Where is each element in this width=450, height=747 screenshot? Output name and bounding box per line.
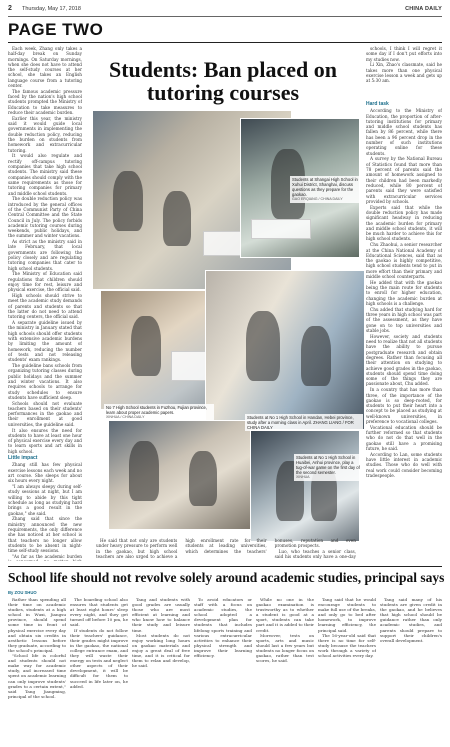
paragraph: Luo, who teaches a senior class, said his students only have a one-day: [274, 549, 356, 560]
right-text-column-top: [366, 46, 442, 98]
paragraph: It would also regulate and rectify off-campus tutoring companies that take high school students. The ministry said these companies should comply with the same requirements as those for tutoring companies for primary and middle school students.: [8, 153, 82, 196]
student-figure: [189, 451, 217, 506]
paragraph: Moreover, tests on sports, arts and music should last a few years but students no longer focus on gaokao, rather than test scores, he said.: [256, 632, 314, 664]
bottom-text-column: [132, 597, 190, 741]
paragraph: Experts said that while the double reduction policy has made significant headway in reducing the academic burden for primary and middle school students, it will be much harder to achieve this for high school students.: [366, 204, 442, 242]
student-figure: [163, 191, 191, 246]
paragraph: "School life is colorful and students should not make way for academic study, and increased time spent on academic learning can only improve students' grades to a certain extent," said Tang Jiangming, principal of the school.: [8, 653, 66, 699]
paragraph: Zhang still has few physical exercise lessons each week and no art course. She sleeps for about six hours every night.: [8, 462, 82, 484]
paragraph: Li Xin, Zhao's classmate, said he takes more than one physical exercise lesson a week and gets up at 5:30 am.: [366, 62, 442, 84]
page-number: 2: [8, 5, 12, 12]
paragraph: Schools should not evaluate teachers based on their students' performances in the gaokao and their enrollment at good universities, the guideline said.: [8, 400, 82, 427]
book-stack: [251, 219, 311, 239]
paragraph: The 16-year-old said that there is no time for self-study because the teachers work through a variety of school activities every day.: [318, 632, 376, 659]
paragraph: Tang and students with good grades are usually those who are most efficient at learning and who know how to balance their study and leisure time.: [132, 597, 190, 633]
paragraph: Chu added that studying hard for three years in high school was part of the assessment, as they have gone on to top universities and stable jobs.: [366, 306, 442, 333]
secondary-headline: School life should not revolve solely around academic studies, principal says: [8, 570, 445, 585]
paragraph: schools, I think I will regret it some day if I don't put efforts into my studies now.: [366, 46, 442, 62]
paragraph: Tang said many of his students are given credit in the gaokao, and he believes that high school should be guidance rather than only academic studies, and parents should prepare to support their children's overall development.: [380, 597, 442, 643]
paragraph: A survey by the National Bureau of Statistics found that more than 78 percent of parents said the amount of homework assigned to their children had been markedly reduced, while 80 percent of parents said they were satisfied with extracurricular services provided by schools.: [366, 156, 442, 204]
paragraph: Each week, Zhang only takes a half-day break on Sunday mornings. On Saturday mornings, when she does not have to attend the self-study courses at her school, she takes an English language course from a tutoring center.: [8, 46, 82, 89]
paragraph: "I am always sleepy during self-study sessions at night, but I am willing to abide by this tight schedule as long as studying hard brings a good result in the gaokao," she said.: [8, 484, 82, 516]
paragraph: Chu Zhaohui, a senior researcher at the China National Academy of Educational Sciences, said that as the gaokao is highly competitive, high school students tend to put in more effort than their primary and middle school counterparts.: [366, 242, 442, 279]
masthead: [8, 5, 442, 16]
bottom-text-column: [256, 597, 314, 741]
paragraph: If students do not follow their teachers' guidance, their grades might improve in the gaokao, the national college entrance exam, and they will waste their energy on tests and neglect other aspects of their development, it will be difficult for them to succeed in life later on, he added.: [70, 627, 128, 689]
paragraph: The Ministry of Education said regulations that children should enjoy time for rest, leisure and physical exercise, the official said.: [8, 271, 82, 293]
paragraph: He added that with the gaokao being the main route for students to enroll for higher education, changing the academic burden at high schools is a challenge.: [366, 279, 442, 306]
photo-caption: Students at Shangai High School in Xuhui District, Shanghai, discuss questions as they prepare for the gaokao. GAO ERQIANG / CHINA DAILY: [290, 176, 360, 203]
publication-name: CHINA DAILY: [405, 6, 442, 12]
paragraph: However, society and students need to realize that not all students have the ability to pursue postgraduate research and obtain degrees. Rather than focusing all their attention on studying to achieve good grades in the gaokao, students should spend time doing some of the things they are passionate about, Chu added.: [366, 333, 442, 387]
bottom-text-column: [70, 597, 128, 741]
sports-photo: [250, 430, 360, 542]
photo-credit: XINHUA: [296, 475, 310, 479]
paragraph: The famous academic pressure faced by the nation's high school students prompted the Ministry of Education to take measures to reduce their academic burden.: [8, 88, 82, 116]
paragraph: Vocational education should be further reformed so that students who do not do that well in the gaokao still have a promising future, he said.: [366, 424, 442, 451]
paragraph: The guideline bans schools from organizing tutoring classes during public holidays and the summer and winter vacations. It also requires schools to arrange for study schedules to ensure students have sufficient sleep.: [8, 363, 82, 400]
center-text-column: [96, 538, 356, 562]
left-text-column: [8, 46, 82, 561]
bottom-text-column: [380, 597, 442, 741]
subheading-little-impact: Little impact: [8, 455, 38, 462]
desk-photo: [108, 420, 258, 530]
student-figure: [246, 311, 280, 381]
paragraph: It also ensures the need for students to have at least one hour of physical exercise every day and to learn sports and art skills in high school.: [8, 427, 82, 454]
photo-caption: Students at No 1 High School in Handan, Hebei province, study after a morning class in April. ZHANG LIANG / FOR CHINA DAILY: [245, 414, 363, 431]
paragraph: A separate guideline issued by the ministry in January stated that high schools should offer students with extensive academic burdens by limiting the amount of homework, reducing the number of tests and not releasing students' exam rankings.: [8, 320, 82, 363]
bottom-story-rule: [8, 566, 442, 567]
paragraph: Tang said that he would encourage students to make full use of the breaks, and only go to bed after homework, to improve learning efficiency, the principal said.: [318, 597, 376, 633]
paragraph: Rather than spending all their time on academic studies, students at a high school in Wuxi, Jiangsu province, should spend some time in front of physical exercise every day and obtain six credits in aesthetic lessons before they graduate, according to the school's principal.: [8, 597, 66, 653]
paragraph: Most students do not enjoy working long hours on gaokao materials and enjoy a great deal of free time, and it is critical for them to relax and develop, he said.: [132, 632, 190, 669]
section-rule: [8, 42, 442, 43]
issue-date: Thursday, May 17, 2018: [22, 6, 81, 12]
photo-caption: No 7 High School students in Fuzhou, Fujian province, learn about proper academic papers. XINHUA / CHINA DAILY: [104, 404, 214, 421]
paragraph: According to Lan, some students have little interest in academic studies. Those who do well with real work could consider becoming tradespeople.: [366, 451, 442, 478]
student-figure: [129, 441, 159, 501]
student-figure: [301, 326, 331, 386]
paragraph: In a country that has more than three, of the importance of the gaokao is so deep-rooted, for students to put their heart into a concept to be placed as studying at well-known universities, in preference to vocational colleges.: [366, 387, 442, 425]
photo-caption: Students at No 1 High School in Huaibei, Anhui province, play a tug-of-war game on the first day of the second semester. XINHUA: [294, 454, 362, 481]
bottom-text-column: [318, 597, 376, 741]
paragraph: As strict as the ministry said in late February, that local governments are following the policy closely and are regulating tutoring companies that cater to high school students.: [8, 239, 82, 271]
photo-credit: GAO ERQIANG / CHINA DAILY: [292, 197, 343, 201]
section-title: PAGE TWO: [8, 20, 104, 39]
bottom-text-column: [8, 597, 66, 741]
student-figure: [131, 316, 161, 376]
top-rule: [8, 16, 442, 17]
library-photo: [205, 270, 365, 430]
paragraph: High schools should strive to meet the academic study demands of parents and students so that the latter do not need to attend tutoring centers, the official said.: [8, 293, 82, 320]
paragraph: "As far as the academic burden: [12, 553, 82, 559]
paragraph: To avoid educators or staff with a focus on academic studies, the school adopted a development plan for students that includes lifelong sports training and various extracurricular activities to enhance their physical strength and improve their learning efficiency.: [194, 597, 252, 659]
byline: By ZOU SHUO: [8, 590, 37, 595]
photo-credit: XINHUA / CHINA DAILY: [106, 415, 145, 419]
paragraph: Earlier this year, the ministry said it would guide local governments in implementing the double reduction policy, reducing the burden on students from homework and extracurricular tutoring.: [8, 115, 82, 153]
paragraph: The double reduction policy was introduced by the general offices of the Communist Party of China Central Committee and the State Council in July. The policy forbids academic tutoring courses during weekends, public holidays, and the summer and winter vacations.: [8, 196, 82, 239]
paragraph: Zhang said that since the ministry announced the new requirements, the only difference she has noticed at her school is that teachers no longer allow students to be absent in night-time self-study sessions.: [8, 516, 82, 554]
paragraph: The boarding school also ensures that students get at least eight hours' sleep every night, and they get turned off before 10 pm, he said.: [70, 597, 128, 628]
student-figure: [113, 171, 143, 231]
bottom-text-column: [194, 597, 252, 741]
right-text-column: [366, 100, 442, 562]
subheading-hard-task: Hard task: [366, 101, 389, 107]
main-headline: Students: Ban placed on tutoring courses: [108, 57, 337, 105]
paragraph: He said that not only are students under heavy pressure to perform well in the gaokao, but high school teachers are also urged to achieve a high enrollment rate for their students at leading universities, which determines the teachers' bonuses, reputation and even promotion prospects.: [96, 538, 356, 559]
book-stack: [203, 231, 243, 256]
paragraph: While no one in the gaokao examination is trustworthy as to whether a student is good at a sport, students can take part and it is added to their credit.: [256, 597, 314, 633]
paragraph: According to the Ministry of Education, the proportion of after-tutoring institutions for primary and middle school students has fallen by 86 percent, while there has been a 96 percent drop in the number of such institutions operating online for these students.: [366, 108, 442, 156]
